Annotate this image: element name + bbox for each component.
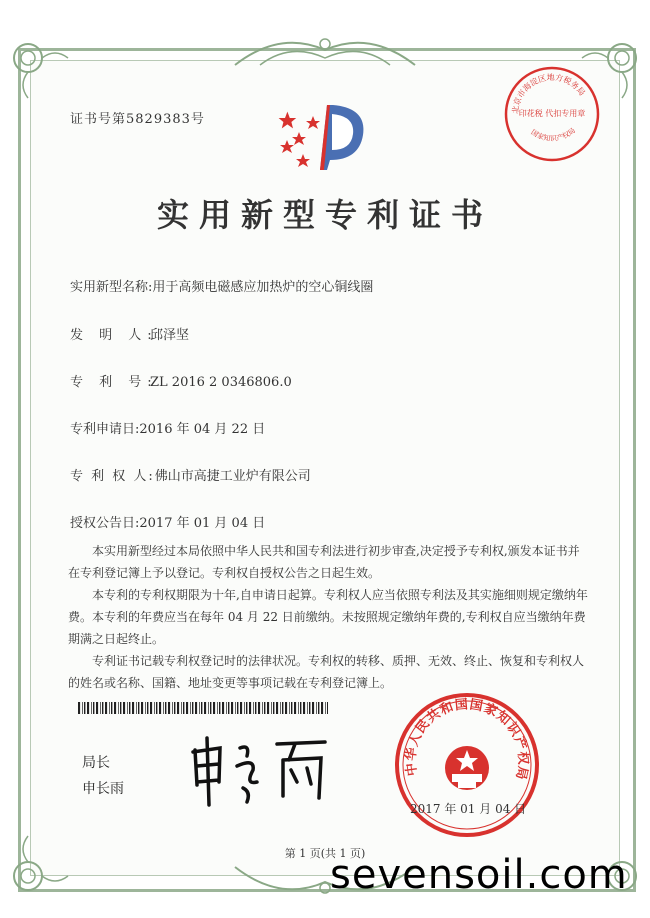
barcode-bar [246,702,247,714]
barcode-bar [294,702,296,714]
corner-ornament-bottom-left [10,834,70,894]
barcode-bar [159,702,161,714]
barcode-bar [181,702,182,714]
barcode-bar [285,702,287,714]
barcode-bar [307,702,308,714]
barcode-bar [136,702,137,714]
svg-text:国家知识产权局 [529,127,577,143]
barcode-bar [303,702,305,714]
barcode-bar [271,702,272,714]
watermark: sevensoil.com [330,852,628,898]
barcode-bar [174,702,175,714]
barcode-bar [127,702,128,714]
barcode-bar [145,702,146,714]
barcode-bar [93,702,94,714]
signatory-name: 申长雨 [82,781,124,797]
field-label: 专 利 权 人: [70,469,155,484]
field-value: 2016 年 04 月 22 日 [139,422,266,437]
barcode-bar [87,702,89,714]
barcode-bar [213,702,215,714]
seal-text: 中华人民共和国国家知识产权局 [403,697,531,782]
page-number: 第 1 页(共 1 页) [284,847,366,860]
barcode-bar [138,702,139,714]
barcode-bar [309,702,310,714]
barcode-bar [273,702,274,714]
barcode-bar [114,702,116,714]
paragraph: 本实用新型经过本局依照中华人民共和国专利法进行初步审查,决定授予专利权,颁发本证书并在专利登记簿上予以登记。专利权自授权公告之日起生效。 [68,544,580,580]
barcode-bar [195,702,197,714]
barcode-bar [78,702,80,714]
barcode-bar [109,702,110,714]
barcode-bar [231,702,233,714]
barcode-bar [235,702,236,714]
barcode [78,702,328,714]
field-value: 用于高频电磁感应加热炉的空心铜线圈 [152,280,374,295]
barcode-bar [118,702,119,714]
barcode-bar [120,702,121,714]
barcode-bar [154,702,155,714]
barcode-bar [300,702,301,714]
barcode-bar [168,702,170,714]
barcode-bar [276,702,278,714]
barcode-bar [204,702,206,714]
field-label: 发 明 人: [70,328,158,343]
field-patentee [70,465,311,484]
paragraph: 本专利的专利权期限为十年,自申请日起算。专利权人应当依照专利法及其实施细则规定缴纳年费。本专利的年费应当在每年 04 月 22 日前缴纳。未按照规定缴纳年费的,专利权自应当缴纳年费期满之日起终止。 [68,588,588,646]
barcode-bar [111,702,112,714]
barcode-bar [132,702,134,714]
barcode-bar [226,702,227,714]
corner-ornament-top-left [10,40,70,100]
barcode-bar [186,702,188,714]
barcode-bar [82,702,83,714]
field-grant-date [70,512,265,531]
field-utility-model-name [70,276,373,295]
small-seal-text: 北京市海淀区地方税务局 [510,72,587,115]
barcode-bar [190,702,191,714]
barcode-bar [210,702,211,714]
barcode-bar [253,702,254,714]
barcode-bar [105,702,107,714]
barcode-bar [312,702,314,714]
barcode-bar [262,702,263,714]
field-value: 佛山市高捷工业炉有限公司 [154,469,311,484]
field-value: 2017 年 01 月 04 日 [139,516,266,531]
barcode-bar [316,702,317,714]
barcode-bar [100,702,101,714]
barcode-bar [208,702,209,714]
handwritten-signature [185,730,335,810]
top-ornament [230,30,420,70]
barcode-bar [228,702,229,714]
barcode-bar [96,702,98,714]
barcode-bar [289,702,290,714]
barcode-bar [199,702,200,714]
certificate-body [68,540,588,694]
barcode-bar [177,702,179,714]
barcode-bar [102,702,103,714]
barcode-bar [325,702,326,714]
barcode-bar [91,702,92,714]
barcode-bar [129,702,130,714]
barcode-bar [282,702,283,714]
barcode-bar [172,702,173,714]
patent-office-logo-icon [275,100,375,175]
barcode-bar [291,702,292,714]
barcode-bar [163,702,164,714]
barcode-bar [258,702,260,714]
barcode-bar [249,702,251,714]
barcode-bar [318,702,319,714]
field-value: ZL 2016 2 0346806.0 [150,375,292,390]
barcode-bar [255,702,256,714]
barcode-bar [222,702,224,714]
field-inventor [70,324,189,343]
barcode-bar [141,702,143,714]
barcode-bar [267,702,269,714]
barcode-bar [240,702,242,714]
barcode-bar [237,702,238,714]
barcode-bar [156,702,157,714]
barcode-bar [123,702,125,714]
barcode-bar [192,702,193,714]
field-patent-number [70,371,292,390]
certificate-number: 证书号第5829383号 [70,112,205,127]
barcode-bar [183,702,184,714]
field-label: 授权公告日: [70,516,140,531]
barcode-bar [244,702,245,714]
small-seal-bottom: 国家知识产权局 [529,126,578,143]
seal-date: 2017 年 01 月 04 日 [410,802,527,816]
barcode-bar [264,702,265,714]
small-seal-center: 印花税 代扣专用章 [518,109,586,118]
paragraph: 专利证书记载专利权登记时的法律状况。专利权的转移、质押、无效、终止、恢复和专利权人的姓名或名称、国籍、地址变更等事项记载在专利登记簿上。 [68,654,585,690]
official-seal [392,690,542,840]
barcode-bar [165,702,166,714]
tax-stamp [502,64,602,164]
barcode-bar [321,702,323,714]
barcode-bar [219,702,220,714]
barcode-bar [280,702,281,714]
field-application-date [70,418,265,437]
field-label: 专 利 号: [70,375,158,390]
barcode-bar [84,702,85,714]
field-label: 实用新型名称: [70,280,153,295]
barcode-bar [217,702,218,714]
certificate-title: 实用新型专利证书 [156,196,493,234]
barcode-bar [150,702,152,714]
barcode-bar [201,702,202,714]
field-label: 专利申请日: [70,422,140,437]
barcode-bar [147,702,148,714]
field-value: 邱泽坚 [150,328,190,343]
barcode-bar [327,702,328,714]
barcode-bar [298,702,299,714]
signatory-title: 局长 [82,755,110,771]
